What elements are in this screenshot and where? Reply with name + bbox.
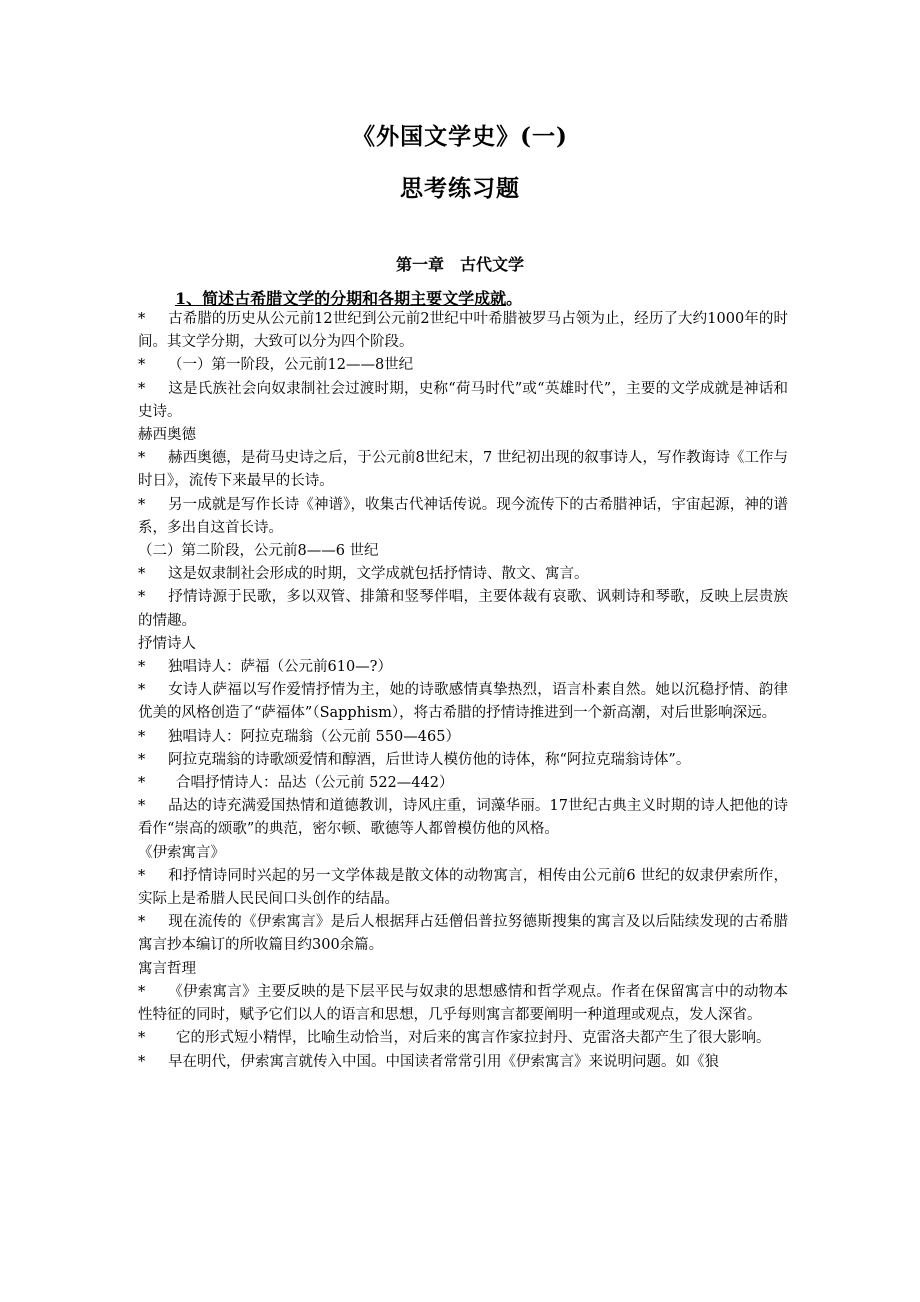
paragraph-text: 另一成就是写作长诗《神谱》，收集古代神话传说。现今流传下的古希腊神话，宇宙起源，神的谱系，多出自这首长诗。 (138, 496, 788, 536)
paragraph-text: 这是奴隶制社会形成的时期，文学成就包括抒情诗、散文、寓言。 (168, 566, 589, 583)
paragraph (138, 679, 788, 725)
bullet-star: * (138, 751, 146, 768)
bullet-star: * (138, 983, 146, 1000)
paragraph-text: 这是氏族社会向奴隶制社会过渡时期，史称“荷马时代”或“英雄时代”，主要的文学成就是神话和史诗。 (138, 380, 788, 420)
paragraph (138, 378, 788, 424)
chapter-heading: 第一章 古代文学 (395, 255, 524, 274)
paragraph-text: 它的形式短小精悍，比喻生动恰当，对后来的寓言作家拉封丹、克雷洛夫都产生了很大影响。 (176, 1030, 771, 1047)
paragraph-text: 独唱诗人：萨福（公元前610—?） (168, 659, 392, 676)
question-text: 1、简述古希腊文学的分期和各期主要文学成就 (175, 289, 507, 308)
paragraph (138, 981, 788, 1027)
body-text (138, 308, 788, 1074)
paragraph (138, 494, 788, 540)
bullet-star: * (138, 1053, 146, 1070)
paragraph (138, 749, 788, 772)
paragraph-text: 古希腊的历史从公元前12世纪到公元前2世纪中叶希腊被罗马占领为止，经历了大约1000年的时间。其文学分期，大致可以分为四个阶段。 (138, 311, 788, 351)
paragraph (138, 726, 788, 749)
bullet-star: * (138, 867, 146, 884)
paragraph-text: （二）第二阶段，公元前8——6 世纪 (138, 543, 379, 560)
bullet-star: * (138, 589, 146, 606)
paragraph (138, 1051, 788, 1074)
paragraph (138, 772, 788, 795)
bullet-star: * (138, 450, 146, 467)
paragraph-text: 抒情诗源于民歌，多以双管、排箫和竖琴伴唱，主要体裁有哀歌、讽刺诗和琴歌，反映上层贵族的情趣。 (138, 589, 788, 629)
paragraph (138, 447, 788, 493)
paragraph-text: 抒情诗人 (138, 635, 196, 652)
paragraph (138, 1027, 788, 1050)
document-title: 《外国文学史》(一) (352, 123, 568, 150)
bullet-star: * (138, 311, 146, 327)
section-label (138, 424, 788, 447)
paragraph-text: 赫西奥德 (138, 427, 196, 444)
paragraph-text: 女诗人萨福以写作爱情抒情为主，她的诗歌感情真挚热烈，语言朴素自然。她以沉稳抒情、韵律优美的风格创造了“萨福体”（Sapphism），将古希腊的抒情诗推进到一个新高潮，对后世影响深远。 (138, 682, 788, 722)
document-subtitle: 思考练习题 (400, 175, 520, 202)
bullet-star: * (138, 775, 146, 792)
paragraph (138, 563, 788, 586)
paragraph-text: 《伊索寓言》主要反映的是下层平民与奴隶的思想感情和哲学观点。作者在保留寓言中的动物本性特征的同时，赋予它们以人的语言和思想，几乎每则寓言都要阐明一种道理或观点，发人深省。 (138, 983, 788, 1024)
bullet-star: * (138, 566, 146, 583)
question-end: 。 (506, 289, 523, 308)
paragraph (138, 656, 788, 679)
paragraph-text: 和抒情诗同时兴起的另一文学体裁是散文体的动物寓言，相传由公元前6 世纪的奴隶伊索所作，实际上是希腊人民民间口头创作的结晶。 (138, 867, 788, 908)
paragraph-text: 现在流传的《伊索寓言》是后人根据拜占廷僧侣普拉努德斯搜集的寓言及以后陆续发现的古希腊寓言抄本编订的所收篇目约300余篇。 (138, 914, 788, 954)
bullet-star: * (138, 357, 146, 374)
bullet-star: * (138, 496, 146, 513)
bullet-star: * (138, 728, 146, 745)
paragraph-text: 合唱抒情诗人：品达（公元前 522—442） (176, 775, 454, 792)
paragraph-text: 《伊索寓言》 (138, 844, 225, 861)
bullet-star: * (138, 659, 146, 676)
bullet-star: * (138, 798, 146, 815)
paragraph (138, 795, 788, 841)
section-label (138, 540, 788, 563)
paragraph-text: 赫西奥德，是荷马史诗之后，于公元前8世纪末，7 世纪初出现的叙事诗人，写作教诲诗《工作与时日》，流传下来最早的长诗。 (138, 450, 788, 490)
bullet-star: * (138, 1030, 146, 1047)
question-heading (175, 286, 522, 309)
paragraph-text: 寓言哲理 (138, 960, 196, 977)
paragraph (138, 586, 788, 632)
paragraph-text: 阿拉克瑞翁的诗歌颂爱情和醇酒，后世诗人模仿他的诗体，称“阿拉克瑞翁诗体”。 (168, 751, 691, 768)
bullet-star: * (138, 682, 146, 699)
paragraph (138, 308, 788, 354)
paragraph (138, 865, 788, 911)
section-label (138, 633, 788, 656)
paragraph-text: 独唱诗人：阿拉克瑞翁（公元前 550—465） (168, 728, 460, 745)
paragraph-text: （一）第一阶段，公元前12——8世纪 (168, 357, 414, 374)
section-label (138, 842, 788, 865)
section-label (138, 958, 788, 981)
paragraph-text: 品达的诗充满爱国热情和道德教训，诗风庄重，词藻华丽。17世纪古典主义时期的诗人把他的诗看作“崇高的颂歌”的典范，密尔顿、歌德等人都曾模仿他的风格。 (138, 798, 788, 838)
paragraph (138, 911, 788, 957)
paragraph (138, 354, 788, 377)
paragraph-text: 早在明代，伊索寓言就传入中国。中国读者常常引用《伊索寓言》来说明问题。如《狼 (168, 1053, 719, 1070)
bullet-star: * (138, 914, 146, 931)
bullet-star: * (138, 380, 146, 397)
